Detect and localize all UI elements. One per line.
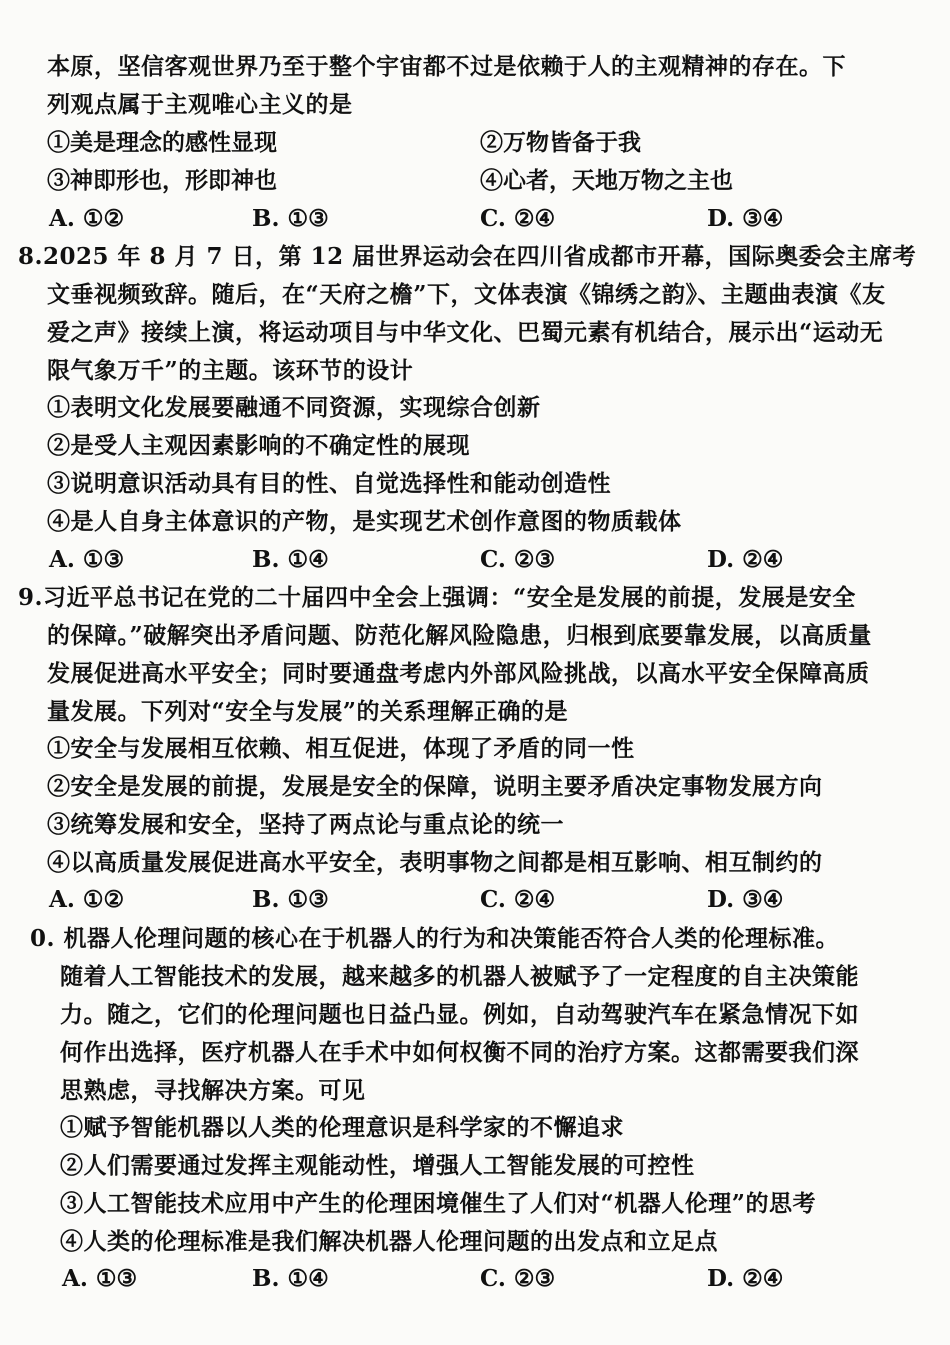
q9-answers bbox=[47, 885, 930, 915]
q10-number: 0. bbox=[30, 925, 56, 952]
q8-answer-d[interactable]: D. ②④ bbox=[707, 546, 784, 573]
q8-answer-a[interactable]: A. ①③ bbox=[49, 546, 125, 573]
q8-answer-c[interactable]: C. ②③ bbox=[480, 546, 556, 573]
q9-item-3: ③统筹发展和安全，坚持了两点论与重点论的统一 bbox=[47, 811, 564, 838]
q7-item-1: ①美是理念的感性显现 bbox=[47, 129, 277, 156]
q9-stem-text-1: 习近平总书记在党的二十届四中全会上强调：“安全是发展的前提，发展是安全 bbox=[43, 584, 856, 611]
q10-answers bbox=[60, 1264, 930, 1294]
q7-answer-c[interactable]: C. ②④ bbox=[480, 205, 556, 232]
q10-answer-a[interactable]: A. ①③ bbox=[62, 1265, 138, 1292]
q8-answer-b[interactable]: B. ①④ bbox=[252, 546, 329, 573]
q7-items-row-1 bbox=[47, 128, 930, 158]
q10-item-1: ①赋予智能机器以人类的伦理意识是科学家的不懈追求 bbox=[60, 1114, 624, 1141]
q9-stem-line-4: 量发展。下列对“安全与发展”的关系理解正确的是 bbox=[47, 698, 568, 725]
q9-item-4: ④以高质量发展促进高水平安全，表明事物之间都是相互影响、相互制约的 bbox=[47, 849, 823, 876]
q7-items-row-2 bbox=[47, 166, 930, 196]
q10-answer-d[interactable]: D. ②④ bbox=[707, 1265, 784, 1292]
q10-item-4: ④人类的伦理标准是我们解决机器人伦理问题的出发点和立足点 bbox=[60, 1228, 718, 1255]
q9-number: 9. bbox=[18, 584, 44, 611]
q9-stem-line-1 bbox=[18, 583, 930, 613]
q10-stem-line-2: 随着人工智能技术的发展，越来越多的机器人被赋予了一定程度的自主决策能 bbox=[60, 963, 859, 990]
q7-answers bbox=[47, 204, 930, 234]
q7-stem-line-1: 本原，坚信客观世界乃至于整个宇宙都不过是依赖于人的主观精神的存在。下 bbox=[47, 53, 846, 80]
q7-item-2: ②万物皆备于我 bbox=[480, 129, 641, 156]
q8-item-4: ④是人自身主体意识的产物，是实现艺术创作意图的物质载体 bbox=[47, 508, 682, 535]
q8-stem-line-3: 爱之声》接续上演，将运动项目与中华文化、巴蜀元素有机结合，展示出“运动无 bbox=[47, 319, 884, 346]
q9-item-2: ②安全是发展的前提，发展是安全的保障，说明主要矛盾决定事物发展方向 bbox=[47, 773, 823, 800]
q10-stem-line-3: 力。随之，它们的伦理问题也日益凸显。例如，自动驾驶汽车在紧急情况下如 bbox=[60, 1001, 859, 1028]
q9-answer-d[interactable]: D. ③④ bbox=[707, 886, 784, 913]
q8-stem-line-2: 文垂视频致辞。随后，在“天府之檐”下，文体表演《锦绣之韵》、主题曲表演《友 bbox=[47, 281, 886, 308]
q10-stem-line-1 bbox=[30, 924, 930, 954]
q7-answer-b[interactable]: B. ①③ bbox=[252, 205, 329, 232]
q9-answer-c[interactable]: C. ②④ bbox=[480, 886, 556, 913]
q7-item-4: ④心者，天地万物之主也 bbox=[480, 167, 733, 194]
q10-stem-line-4: 何作出选择，医疗机器人在手术中如何权衡不同的治疗方案。这都需要我们深 bbox=[60, 1039, 859, 1066]
q10-stem-text-1: 机器人伦理问题的核心在于机器人的行为和决策能否符合人类的伦理标准。 bbox=[63, 925, 840, 952]
q8-stem-line-1 bbox=[18, 242, 930, 272]
q8-number: 8. bbox=[18, 243, 44, 270]
q10-item-2: ②人们需要通过发挥主观能动性，增强人工智能发展的可控性 bbox=[60, 1152, 695, 1179]
q10-answer-c[interactable]: C. ②③ bbox=[480, 1265, 556, 1292]
q9-stem-line-3: 发展促进高水平安全；同时要通盘考虑内外部风险挑战，以高水平安全保障高质 bbox=[47, 660, 870, 687]
q8-stem-line-4: 限气象万千”的主题。该环节的设计 bbox=[47, 357, 414, 384]
q9-answer-a[interactable]: A. ①② bbox=[49, 886, 125, 913]
q8-item-1: ①表明文化发展要融通不同资源，实现综合创新 bbox=[47, 394, 541, 421]
q8-item-2: ②是受人主观因素影响的不确定性的展现 bbox=[47, 432, 470, 459]
q7-answer-d[interactable]: D. ③④ bbox=[707, 205, 784, 232]
q9-stem-line-2: 的保障。”破解突出矛盾问题、防范化解风险隐患，归根到底要靠发展，以高质量 bbox=[47, 622, 872, 649]
q7-stem-line-2: 列观点属于主观唯心主义的是 bbox=[47, 91, 353, 118]
q7-answer-a[interactable]: A. ①② bbox=[49, 205, 125, 232]
q10-item-3: ③人工智能技术应用中产生的伦理困境催生了人们对“机器人伦理”的思考 bbox=[60, 1190, 816, 1217]
q10-answer-b[interactable]: B. ①④ bbox=[252, 1265, 329, 1292]
q9-item-1: ①安全与发展相互依赖、相互促进，体现了矛盾的同一性 bbox=[47, 735, 635, 762]
q7-item-3: ③神即形也，形即神也 bbox=[47, 167, 277, 194]
q8-stem-text-1: 2025 年 8 月 7 日，第 12 届世界运动会在四川省成都市开幕，国际奥委会主席考 bbox=[43, 243, 917, 270]
q10-stem-line-5: 思熟虑，寻找解决方案。可见 bbox=[60, 1077, 366, 1104]
q9-answer-b[interactable]: B. ①③ bbox=[252, 886, 329, 913]
q8-item-3: ③说明意识活动具有目的性、自觉选择性和能动创造性 bbox=[47, 470, 611, 497]
q8-answers bbox=[47, 545, 930, 575]
